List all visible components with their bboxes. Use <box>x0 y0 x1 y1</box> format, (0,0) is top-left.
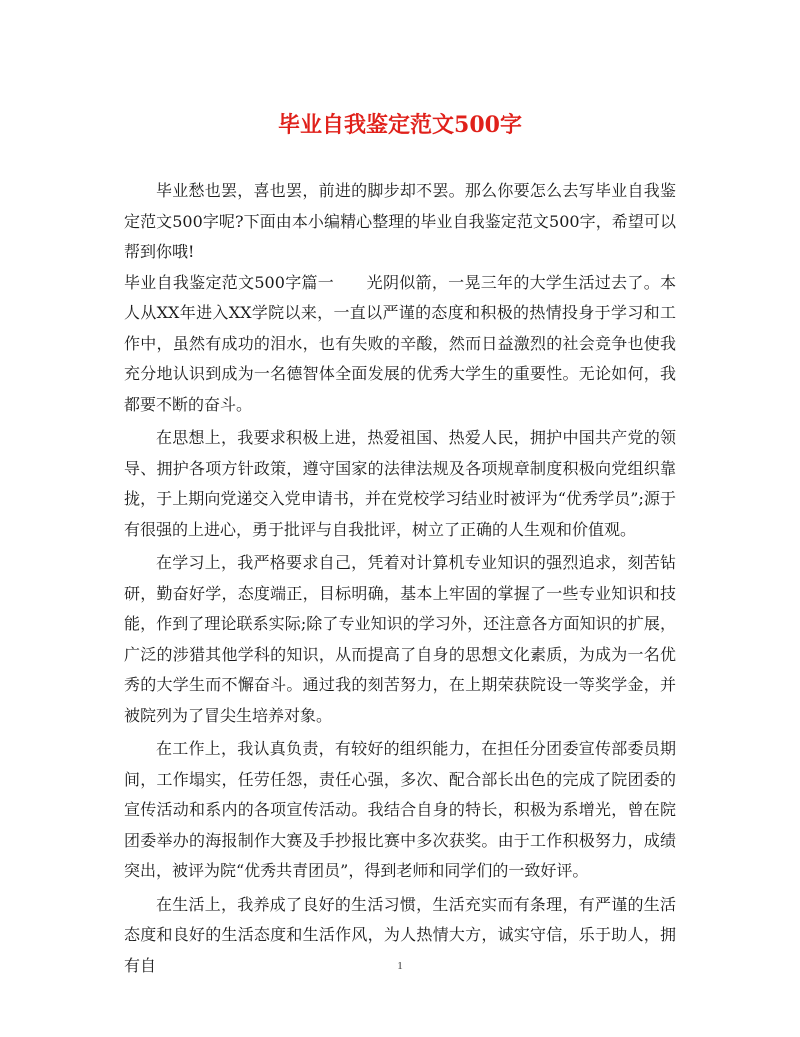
paragraph-work: 在工作上，我认真负责，有较好的组织能力，在担任分团委宣传部委员期间，工作塌实，任劳任怨，责任心强，多次、配合部长出色的完成了院团委的宣传活动和系内的各项宣传活动。我结合自身的特长，积极为系增光，曾在院团委举办的海报制作大赛及手抄报比赛中多次获奖。由于工作积极努力，成绩突出，被评为院“优秀共青团员”，得到老师和同学们的一致好评。 <box>124 739 676 880</box>
paragraph-intro: 毕业愁也罢，喜也罢，前进的脚步却不罢。那么你要怎么去写毕业自我鉴定范文500字呢?下面由本小编精心整理的毕业自我鉴定范文500字，希望可以帮到你哦! <box>124 181 676 261</box>
paragraph-thought: 在思想上，我要求积极上进，热爱祖国、热爱人民，拥护中国共产党的领导、拥护各项方针政策，遵守国家的法律法规及各项规章制度积极向党组织靠拢，于上期向党递交入党申请书，并在党校学习结业时被评为“优秀学员”;源于有很强的上进心，勇于批评与自我批评，树立了正确的人生观和价值观。 <box>124 428 676 539</box>
paragraph-section-one: 毕业自我鉴定范文500字篇一 光阴似箭，一晃三年的大学生活过去了。本人从XX年进入XX学院以来，一直以严谨的态度和积极的热情投身于学习和工作中，虽然有成功的泪水，也有失败的辛酸，然而日益激烈的社会竞争也使我充分地认识到成为一名德智体全面发展的优秀大学生的重要性。无论如何，我都要不断的奋斗。 <box>124 272 676 414</box>
paragraph-study: 在学习上，我严格要求自己，凭着对计算机专业知识的强烈追求，刻苦钻研，勤奋好学，态度端正，目标明确，基本上牢固的掌握了一些专业知识和技能，作到了理论联系实际;除了专业知识的学习外，还注意各方面知识的扩展，广泛的涉猎其他学科的知识，从而提高了自身的思想文化素质，为成为一名优秀的大学生而不懈奋斗。通过我的刻苦努力，在上期荣获院设一等奖学金，并被院列为了冒尖生培养对象。 <box>124 553 676 725</box>
paragraph-life: 在生活上，我养成了良好的生活习惯，生活充实而有条理，有严谨的生活态度和良好的生活态度和生活作风，为人热情大方，诚实守信，乐于助人，拥有自 <box>124 894 676 975</box>
document-title: 毕业自我鉴定范文500字 <box>278 112 522 138</box>
page-number: 1 <box>397 960 403 972</box>
document-body <box>124 176 676 981</box>
